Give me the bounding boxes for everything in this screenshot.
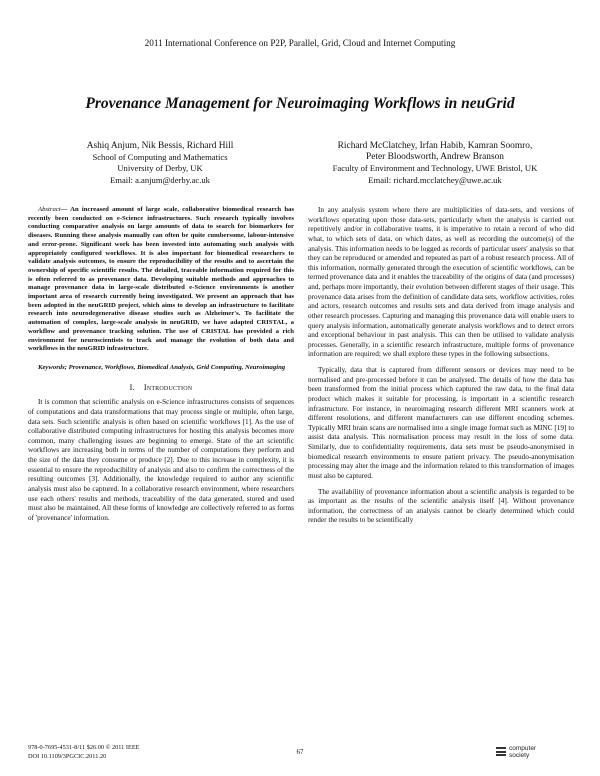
body-paragraph-1: In any analysis system where there are multiplicities of data-sets, and versions of workflows operating upon those data-sets, particularly when the analysis is carried out repetitively and/or in collaborative teams, it is imperative to retain a record of who did what, to which sets of data, on which dates, as well as recording the outcome(s) of the analysis. This information needs to be logged as records of particular users' analysis so that they can be reproduced or amended and repeated as part of a robust research process. All of this information, normally generated through the execution of scientific workflows, can be termed provenance data and it enables the traceability of the origins of data (and processes) and, perhaps more importantly, their evolution between different stages of their usage. This provenance data arises from the definition of candidate data sets, workflow activities, roles and actors, research outcomes and results sets and data derived from image analysis and other research processes. Capturing and managing this provenance data will enable users to query analysis information, automatically generate analysis workflows and to detect errors and exceptional behaviour in past analysis. This can then be utilised to validate analysis processes. Generally, in a scientific research infrastructure, multiple forms of provenance information are required; we shall explore these types in the following subsections. <box>308 206 574 359</box>
ieee-computer-society-logo <box>496 744 556 768</box>
email-right: Email: richard.mcclatchey@uwe.ac.uk <box>368 174 502 185</box>
left-column <box>28 206 294 529</box>
page-number: 67 <box>296 748 304 756</box>
right-column <box>308 206 574 532</box>
author-names-left: Ashiq Anjum, Nik Bessis, Richard Hill <box>86 141 234 151</box>
abstract <box>28 206 294 354</box>
section-title: Introduction <box>143 382 193 392</box>
paper-title: Provenance Management for Neuroimaging Workflows in neuGrid <box>85 95 515 112</box>
section-heading-introduction <box>28 383 294 393</box>
footer-isbn: 978-0-7695-4531-8/11 $26.00 © 2011 IEEE <box>28 744 140 751</box>
body-paragraph-3: The availability of provenance information about a scientific analysis is regarded to be as important as the results of the scientific analysis itself [4]. Without provenance information, the correctness of an analysis cannot be clearly determined which could render the results to be scientifically <box>308 487 574 525</box>
logo-line-1: computer <box>509 745 537 752</box>
body-paragraph-2: Typically, data that is captured from different sensors or devices may need to be normalised and pre-processed before it can be analysed. The details of how the data has been transformed from the initial process which captured the raw data, to the final data product which makes it suitable for processing, is important in a scientific research infrastructure. For instance, in neuroimaging research different MRI scanners work at different resolutions, and different manufacturers can use different encoding schemes. Typically MRI brain scans are normalised into a single image format such as MINC [19] to assist data analysis. This normalisation process may result in the loss of some data. Similarly, due to confidentiality requirements, data sets must be pseudo-anonymised in biomedical research environments to ensure patient privacy. The pseudo-anonymisation processing may alter the image and the information related to this transformation of images must also be captured. <box>308 366 574 480</box>
abstract-body: — An increased amount of large scale, collaborative biomedical research has recently been conducted on e-Science infrastructures. Such research typically involves conducting comparative analysis on large amounts of data to search for biomarkers for diseases. Running these analysis manually can often be quite cumbersome, labour-intensive and error-prone. Significant work has been invested into automating such analysis with appropriately configured workflows. It is also important for biomedical researchers to validate analysis outcomes, to ensure the reproducibility of the results and to ascertain the ownership of specific scientific results. The detailed, traceable information required for this is often referred to as provenance data. Developing suitable methods and approaches to manage provenance data in large-scale distributed e-Science environments is another important area of research currently being investigated. We present an approach that has been adopted in the neuGRID project, which aims to develop an infrastructure to facilitate research into neurodegenerative disease studies such as Alzheimer's. To facilitate the automation of complex, large-scale analysis in neuGRID, we have adapted CRISTAL, a workflow and provenance tracking solution. The use of CRISTAL has provided a rich environment for neuroscientists to track and manage the evolution of both data and workflows in the neuGRID infrastructure. <box>28 206 294 353</box>
affiliation-right: Faculty of Environment and Technology, UWE Bristol, UK <box>332 163 538 174</box>
affiliation-left-2: University of Derby, UK <box>117 163 203 174</box>
author-names-right-1: Richard McClatchey, Irfan Habib, Kamran Soomro, <box>337 141 533 151</box>
abstract-lead: Abstract <box>38 206 61 213</box>
email-left: Email: a.anjum@derby.ac.uk <box>110 174 210 185</box>
logo-text <box>509 745 536 759</box>
author-block-right <box>300 141 570 186</box>
author-block-left <box>40 141 280 186</box>
affiliation-left-1: School of Computing and Mathematics <box>92 152 228 163</box>
intro-paragraph-1: It is common that scientific analysis on e-Science infrastructures consists of sequences of computations and data transformations that may process single or multiple, often large, data sets. Such scientific analysis is often based on scientific workflows [1]. As the use of collaborative distributed computing infrastructures for hosting this analysis becomes more common, many challenging issues are beginning to emerge. State of the art scientific workflows are increasing both in terms of the number of computations they perform and the size of the data they consume or produce [2]. Due to this increase in complexity, it is essential to ensure the reproducibility of analysis and also to confirm the correctness of the resulting outcomes [3]. Additionally, the knowledge required to author any scientific analysis must also be captured. In a collaborative research environment, where researchers use each others' results and methods, traceability of the data generated, stored and used must also be maintained. All these forms of knowledge are collectively referred to as forms of 'provenance' information. <box>28 398 294 522</box>
footer-doi: DOI 10.1109/3PGCIC.2011.20 <box>28 752 107 760</box>
logo-line-2: society <box>509 752 530 759</box>
section-number: I. <box>129 382 135 392</box>
conference-header: 2011 International Conference on P2P, Parallel, Grid, Cloud and Internet Computing <box>144 38 456 48</box>
author-names-right-2: Peter Bloodsworth, Andrew Branson <box>365 152 504 163</box>
logo-mark-icon <box>496 747 506 759</box>
keywords: Keywords; Provenance, Workflows, Biomedical Analysis, Grid Computing, Neuroimaging <box>38 363 286 371</box>
